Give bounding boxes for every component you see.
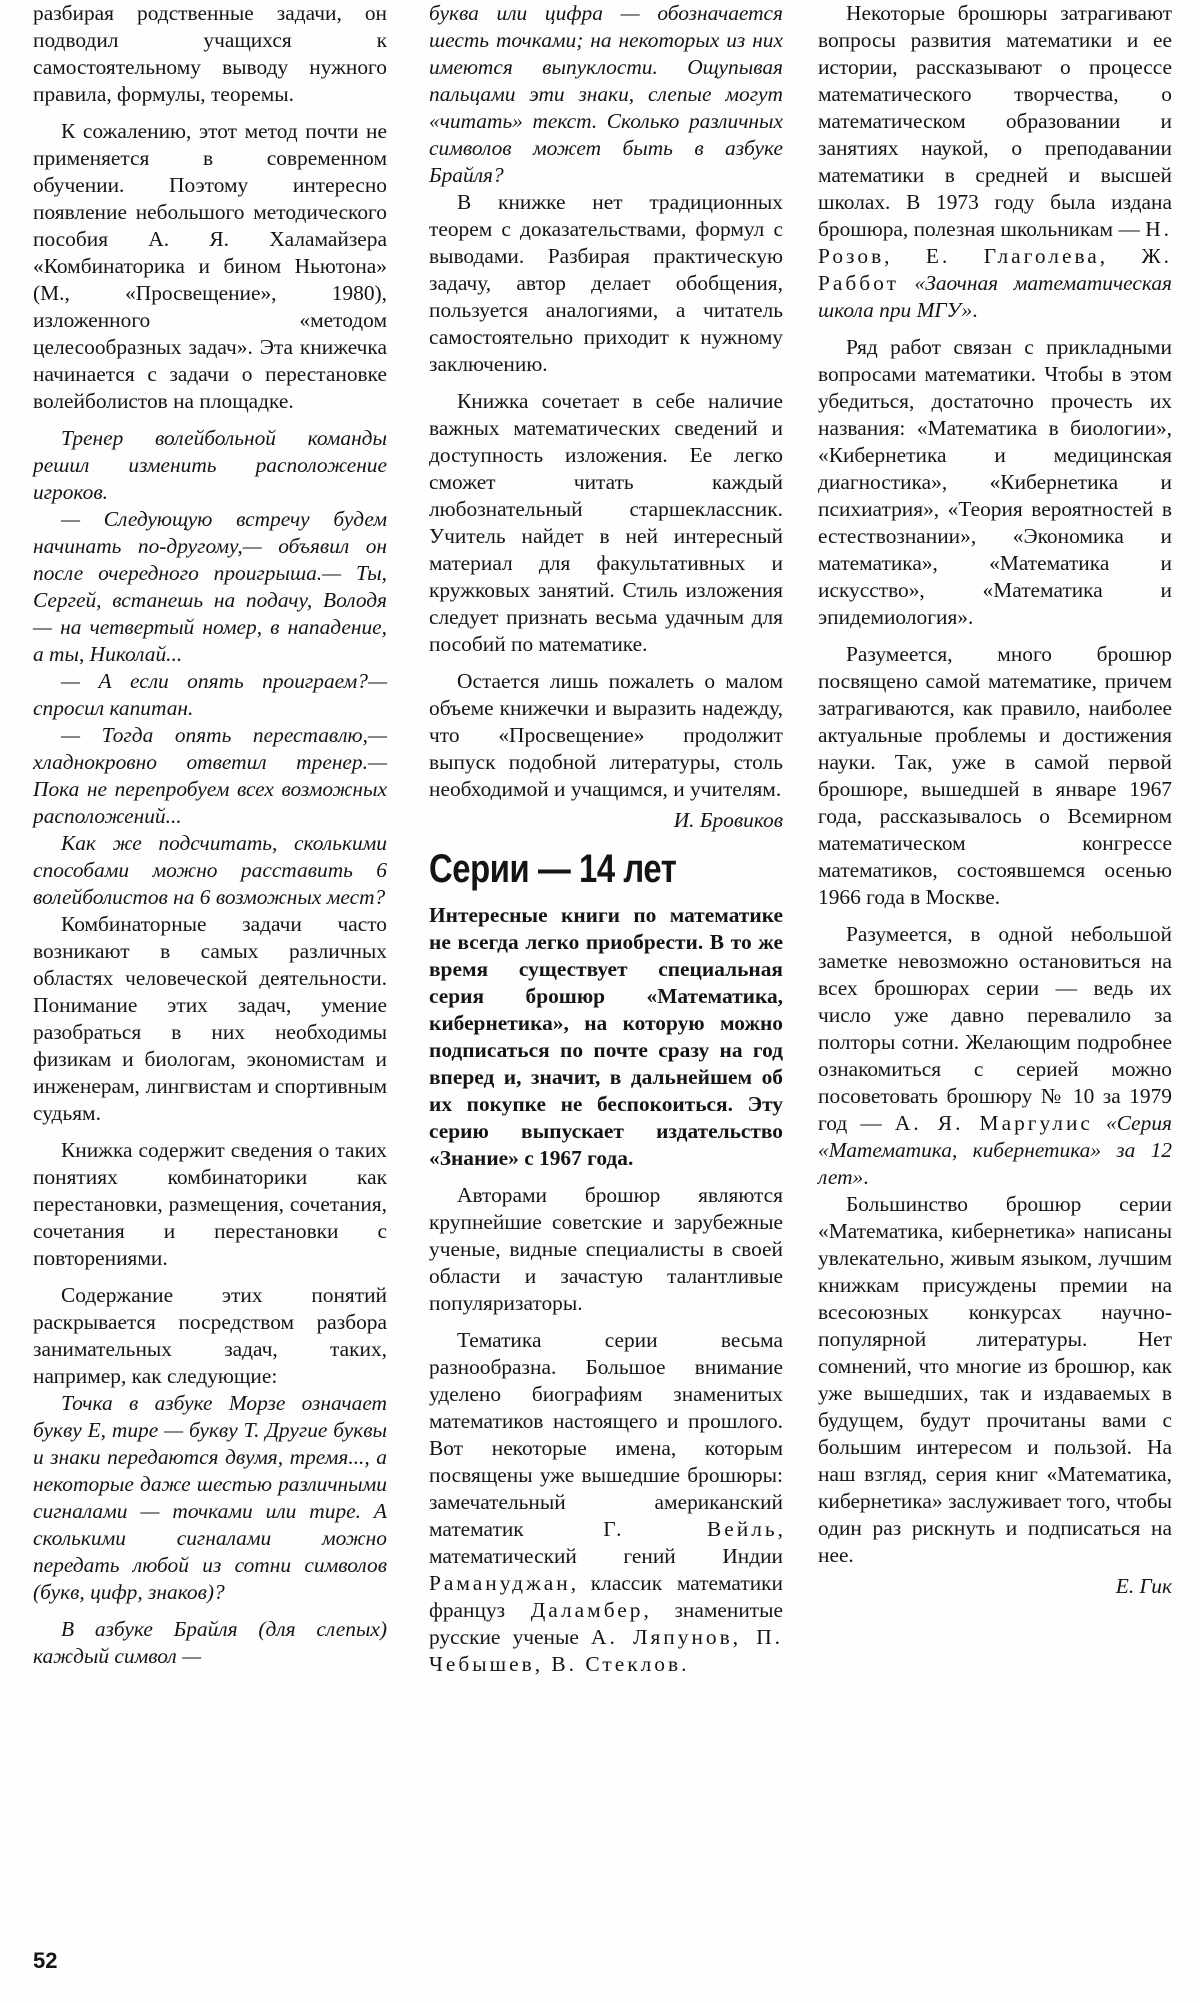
dialogue-paragraph: — А если опять проиграем?— спросил капитан. <box>33 669 387 720</box>
spaced-name: А. Я. Маргулис <box>894 1111 1093 1135</box>
example-problem: буква или цифра — обозначается шесть точками; на некоторых из них имеются выпуклости. Ощупывая пальцами эти знаки, слепые могут «читать» текст. Сколько различных символов может быть в азбуке Брайля? <box>429 1 783 187</box>
dialogue-paragraph: — Тогда опять переставлю,— хладнокровно ответил тренер.— Пока не перепробуем всех возможных расположений... <box>33 723 387 828</box>
paragraph: Комбинаторные задачи часто возникают в самых различных областях человеческой деятельности. Понимание этих задач, умение разобраться в них необходимы физикам и биологам, экономистам и инженерам, лингвистам и спортивным судьям. <box>33 912 387 1125</box>
lead-paragraph: Интересные книги по математике не всегда легко приобрести. В то же время существует специальная серия брошюр «Математика, кибернетика», на которую можно подписаться по почте сразу на год вперед и, значит, в дальнейшем об их покупке не беспокоиться. Эту серию выпускает издательство «Знание» с 1967 года. <box>429 903 783 1170</box>
paragraph: К сожалению, этот метод почти не применяется в современном обучении. Поэтому интересно появление небольшого методического пособия А. Я. Халамайзера «Комбинаторика и бином Ньютона» (М., «Просвещение», 1980), изложенного «методом целесообразных задач». Эта книжечка начинается с задачи о перестановке волейболистов на площадке. <box>33 119 387 413</box>
spaced-name: Рамануджан <box>429 1571 571 1595</box>
paragraph <box>818 921 1172 1191</box>
paragraph: Авторами брошюр являются крупнейшие советские и зарубежные ученые, видные специалисты в своей области и зачастую талантливые популяризаторы. <box>429 1183 783 1315</box>
page-number: 52 <box>33 1948 58 1973</box>
text: , математический гений Индии <box>429 1517 783 1568</box>
paragraph: В книжке нет традиционных теорем с доказательствами, формул с выводами. Разбирая практическую задачу, автор делает обобщения, пользуется аналогиями, а читатель самостоятельно приходит к нужному заключению. <box>429 190 783 376</box>
column-2 <box>429 0 783 1678</box>
article-heading: Серии — 14 лет <box>429 847 677 891</box>
author-signature: И. Бровиков <box>673 808 783 832</box>
paragraph <box>818 0 1172 324</box>
paragraph: Ряд работ связан с прикладными вопросами математики. Чтобы в этом убедиться, достаточно прочесть их названия: «Математика в биологии», «Кибернетика и медицинская диагностика», «Кибернетика и психиатрия», «Теория вероятностей в естествознании», «Экономика и математика», «Математика и искусство», «Математика и эпидемиология». <box>818 335 1172 629</box>
dialogue-paragraph: Тренер волейбольной команды решил изменить расположение игроков. <box>33 426 387 504</box>
text: Некоторые брошюры затрагивают вопросы развития математики и ее истории, рассказывают о процессе математического творчества, о математическом образовании и занятиях наукой, о преподавании математики в средней и высшей школах. В 1973 году была издана брошюра, полезная школьникам — <box>818 1 1172 241</box>
problem-question: Как же подсчитать, сколькими способами можно расставить 6 волейболистов на 6 возможных мест? <box>33 831 387 909</box>
column-3 <box>818 0 1172 1600</box>
dialogue-paragraph: — Следующую встречу будем начинать по-другому,— объявил он после очередного проигрыша.— Ты, Сергей, встанешь на подачу, Володя — на четвертый номер, в нападение, а ты, Николай... <box>33 507 387 666</box>
paragraph: Разумеется, много брошюр посвящено самой математике, причем затрагиваются, как правило, наиболее актуальные проблемы и достижения науки. Так, уже в самой первой брошюре, вышедшей в январе 1967 года, рассказывалось о Всемирном математическом конгрессе математиков, состоявшемся осенью 1966 года в Москве. <box>818 642 1172 909</box>
column-1 <box>33 0 387 1670</box>
author-signature: Е. Гик <box>1115 1574 1172 1598</box>
paragraph: Книжка сочетает в себе наличие важных математических сведений и доступность изложения. Ее легко сможет читать каждый любознательный старшеклассник. Учитель найдет в ней интересный материал для факультативных и кружковых занятий. Стиль изложения следует признать весьма удачным для пособий по математике. <box>429 389 783 656</box>
paragraph <box>429 1327 783 1678</box>
spaced-name: Н. Розов, Е. Глаголева, Ж. Раббот <box>818 217 1172 295</box>
text: . <box>681 1652 687 1676</box>
paragraph: Большинство брошюр серии «Математика, кибернетика» написаны увлекательно, живым языком, лучшим книжкам присуждены премии на всесоюзных конкурсах научно-популярной литературы. Нет сомнений, что многие из брошюр, как уже вышедших, так и издаваемых в будущем, будут прочитаны вами с большим интересом и пользой. На наш взгляд, серия книг «Математика, кибернетика» заслуживает того, чтобы один раз рискнуть и подписаться на нее. <box>818 1192 1172 1567</box>
book-title: «Серия «Математика, кибернетика» за 12 лет» <box>818 1111 1172 1189</box>
text: , классик математики француз <box>429 1571 783 1622</box>
text: Тематика серии весьма разнообразна. Большое внимание уделено биографиям знаменитых математиков настоящего и прошлого. Вот некоторые имена, которым посвящены уже вышедшие брошюры: замечательный американский математик <box>429 1328 783 1541</box>
spaced-name: А. Ляпунов, П. Чебышев, В. Стеклов <box>429 1625 783 1676</box>
paragraph: Содержание этих понятий раскрывается посредством разбора занимательных задач, таких, например, как следующие: <box>33 1283 387 1388</box>
paragraph: разбирая родственные задачи, он подводил учащихся к самостоятельному выводу нужного правила, формулы, теоремы. <box>33 1 387 106</box>
text: . <box>972 298 978 322</box>
example-problem: В азбуке Брайля (для слепых) каждый символ — <box>33 1617 387 1668</box>
paragraph: Книжка содержит сведения о таких понятиях комбинаторики как перестановки, размещения, сочетания, сочетания и перестановки с повторениями. <box>33 1138 387 1270</box>
paragraph: Остается лишь пожалеть о малом объеме книжечки и выразить надежду, что «Просвещение» продолжит выпуск подобной литературы, столь необходимой и учащимся, и учителям. <box>429 669 783 801</box>
book-title: «Заочная математическая школа при МГУ» <box>818 271 1172 322</box>
spaced-name: Даламбер <box>530 1598 644 1622</box>
spaced-name: Г. Вейль <box>603 1517 778 1541</box>
text: . <box>863 1165 869 1189</box>
example-problem: Точка в азбуке Морзе означает букву Е, тире — букву Т. Другие буквы и знаки передаются двумя, тремя..., а некоторые даже шестью различными сигналами — точками или тире. А сколькими сигналами можно передать любой из сотни символов (букв, цифр, знаков)? <box>33 1391 387 1604</box>
text: Разумеется, в одной небольшой заметке невозможно остановиться на всех брошюрах серии — ведь их число уже давно перевалило за полторы сотни. Желающим подробнее ознакомиться с серией можно посоветовать брошюру № 10 за 1979 год — <box>818 922 1172 1135</box>
text: , знаменитые русские ученые <box>429 1598 783 1649</box>
